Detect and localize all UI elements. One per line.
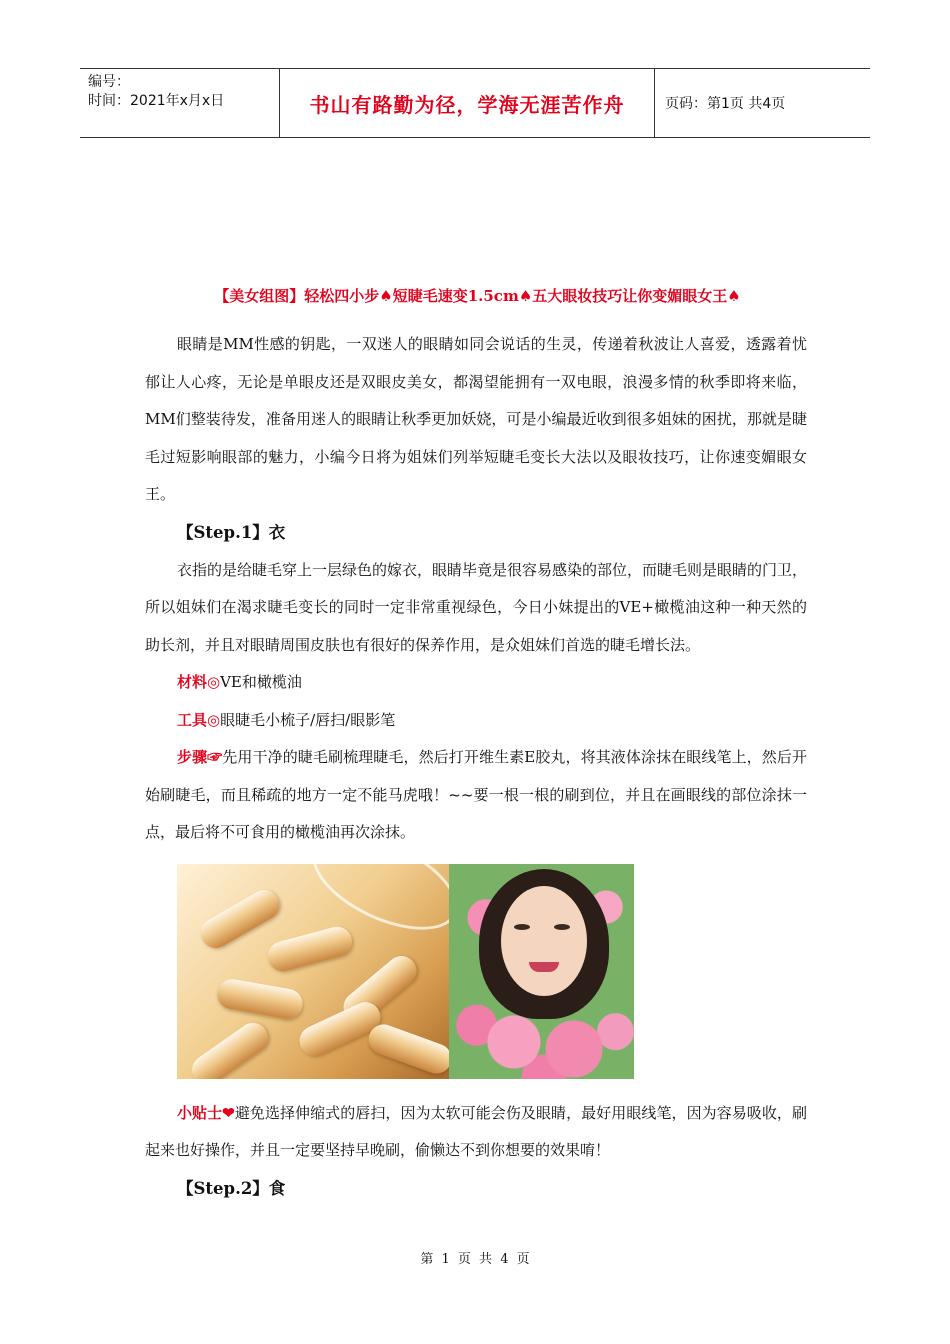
time-label: 时间：2021年x月x日	[88, 93, 225, 109]
step1-paragraph: 衣指的是给睫毛穿上一层绿色的嫁衣，眼睛毕竟是很容易感染的部位，而睫毛则是眼睛的门卫，所以姐妹们在渴求睫毛变长的同时一定非常重视绿色，今日小妹提出的VE+橄榄油这种一种天然的助长剂，并且对眼睛周围皮肤也有很好的保养作用，是众姐妹们首选的睫毛增长法。	[145, 560, 808, 654]
tools-label: 工具◎	[177, 710, 221, 729]
materials-text: VE和橄榄油	[220, 673, 302, 691]
materials-line	[145, 664, 807, 702]
steps-label: 步骤☞	[177, 748, 223, 766]
header-page-info: 页码：第1页 共4页	[665, 96, 786, 112]
step1-heading: 【Step.1】衣	[177, 522, 286, 542]
step2-heading: 【Step.2】食	[177, 1178, 286, 1198]
tip-text: 避免选择伸缩式的唇扫，因为太软可能会伤及眼睛，最好用眼线笔，因为容易吸收，刷起来也好操作，并且一定要坚持早晚刷，偷懒达不到你想要的效果唷！	[145, 1103, 807, 1159]
tip-paragraph	[145, 1095, 807, 1170]
tools-line	[145, 702, 807, 740]
number-label: 编号：	[88, 74, 130, 90]
tools-text: 眼睫毛小梳子/唇扫/眼影笔	[220, 710, 396, 729]
tip-label: 小贴士❤	[177, 1103, 235, 1122]
header-motto: 书山有路勤为径，学海无涯苦作舟	[280, 69, 655, 137]
article-body	[145, 326, 807, 1208]
woman-flowers-photo	[449, 864, 634, 1079]
photo-row	[177, 864, 807, 1079]
steps-paragraph	[145, 739, 807, 852]
capsules-photo	[177, 864, 449, 1079]
header-meta	[80, 69, 280, 137]
page-header	[80, 68, 870, 138]
materials-label: 材料◎	[177, 673, 221, 691]
intro-paragraph: 眼睛是MM性感的钥匙，一双迷人的眼睛如同会说话的生灵，传递着秋波让人喜爱，透露着忧郁让人心疼，无论是单眼皮还是双眼皮美女，都渴望能拥有一双电眼，浪漫多情的秋季即将来临，MM们整装待发，准备用迷人的眼睛让秋季更加妖娆，可是小编最近收到很多姐妹的困扰，那就是睫毛过短影响眼部的魅力，小编今日将为姐妹们列举短睫毛变长大法以及眼妆技巧，让你速变媚眼女王。	[145, 335, 807, 503]
steps-text: 先用干净的睫毛刷梳理睫毛，然后打开维生素E胶丸，将其液体涂抹在眼线笔上，然后开始刷睫毛，而且稀疏的地方一定不能马虎哦！~~要一根一根的刷到位，并且在画眼线的部位涂抹一点，最后将不可食用的橄榄油再次涂抹。	[145, 748, 807, 841]
article-title: 【美女组图】轻松四小步♠短睫毛速变1.5cm♠五大眼妆技巧让你变媚眼女王♠	[214, 287, 741, 305]
page-footer: 第 1 页 共 4 页	[420, 1252, 530, 1267]
